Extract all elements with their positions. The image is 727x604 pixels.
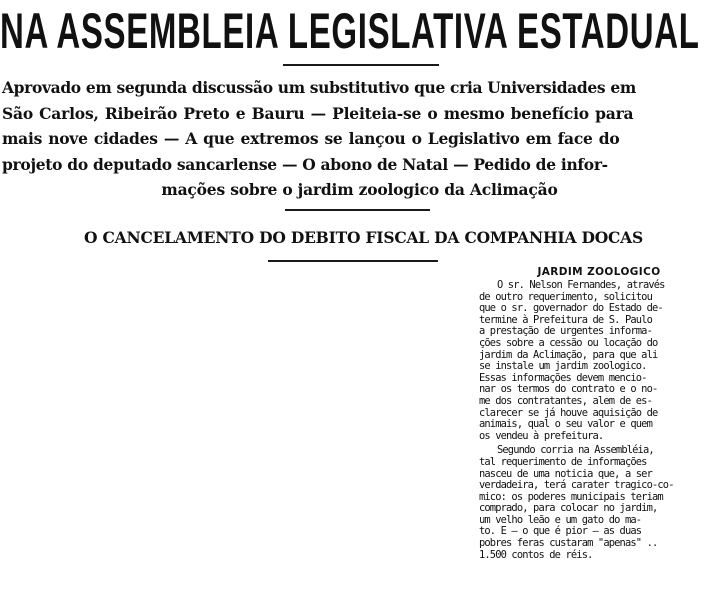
paragraph-line: jardim da Aclimação, para que ali: [479, 348, 658, 361]
paragraph-line: os vendeu à prefeitura.: [479, 429, 604, 442]
headline-divider: [283, 64, 439, 66]
summary-line: São Carlos, Ribeirão Preto e Bauru — Pleiteia-se o mesmo benefício para: [2, 103, 634, 123]
column-heading: JARDIM ZOOLOGICO: [537, 266, 661, 278]
summary-line: Aprovado em segunda discussão um substitutivo que cria Universidades em: [2, 78, 636, 97]
summary-line: projeto do deputado sancarlense — O abono de Natal — Pedido de infor-: [2, 154, 608, 174]
paragraph-line: a prestação de urgentes informa-: [479, 325, 652, 338]
paragraph-line: de outro requerimento, solicitou: [479, 290, 652, 303]
paragraph-line: mico: os poderes municipais teriam: [479, 490, 663, 503]
article-column: [479, 266, 719, 561]
summary-line: mações sobre o jardim zoologico da Aclimação: [161, 180, 558, 199]
paragraph-line: Segundo corria na Assembléia,: [497, 444, 654, 457]
paragraph-line: verdadeira, terá carater tragico-co-: [479, 479, 674, 492]
paragraph-line: ções sobre a cessão ou locação do: [479, 336, 658, 349]
paragraph-line: O sr. Nelson Fernandes, através: [497, 279, 665, 291]
summary-line: mais nove cidades — A que extremos se lançou o Legislativo em face do: [2, 129, 620, 148]
paragraph-line: clarecer se já houve aquisição de: [479, 406, 658, 419]
paragraph-line: Essas informações devem mencio-: [479, 371, 647, 384]
page-headline: NA ASSEMBLEIA LEGISLATIVA ESTADUAL: [0, 3, 700, 59]
paragraph-line: animais, qual o seu valor e quem: [479, 418, 652, 431]
paragraph-line: 1.500 contos de réis.: [479, 548, 593, 561]
paragraph-line: um velho leão e um gato do ma-: [479, 513, 642, 526]
paragraph-line: termine à Prefeitura de S. Paulo: [479, 313, 652, 326]
paragraph-line: nar os termos do contrato e o no-: [479, 383, 658, 396]
paragraph-line: pobres feras custaram "apenas" ..: [479, 537, 658, 550]
paragraph-line: que o sr. governador do Estado de-: [479, 302, 663, 315]
article-summary: [0, 75, 727, 203]
paragraph-line: comprado, para colocar no jardim,: [479, 502, 658, 515]
section-subheading: O CANCELAMENTO DO DEBITO FISCAL DA COMPANHIA DOCAS: [84, 228, 643, 247]
column-paragraph: [479, 445, 719, 561]
column-paragraph: [479, 280, 719, 442]
paragraph-line: me dos contratantes, alem de es-: [479, 394, 652, 407]
paragraph-line: se instale um jardim zoologico.: [479, 360, 647, 373]
paragraph-line: tal requerimento de informações: [479, 455, 647, 468]
paragraph-line: to. E — o que é pior — as duas: [479, 525, 642, 538]
subheading-divider: [268, 260, 438, 262]
paragraph-line: nasceu de uma noticia que, a ser: [479, 467, 652, 480]
summary-divider: [285, 209, 430, 211]
